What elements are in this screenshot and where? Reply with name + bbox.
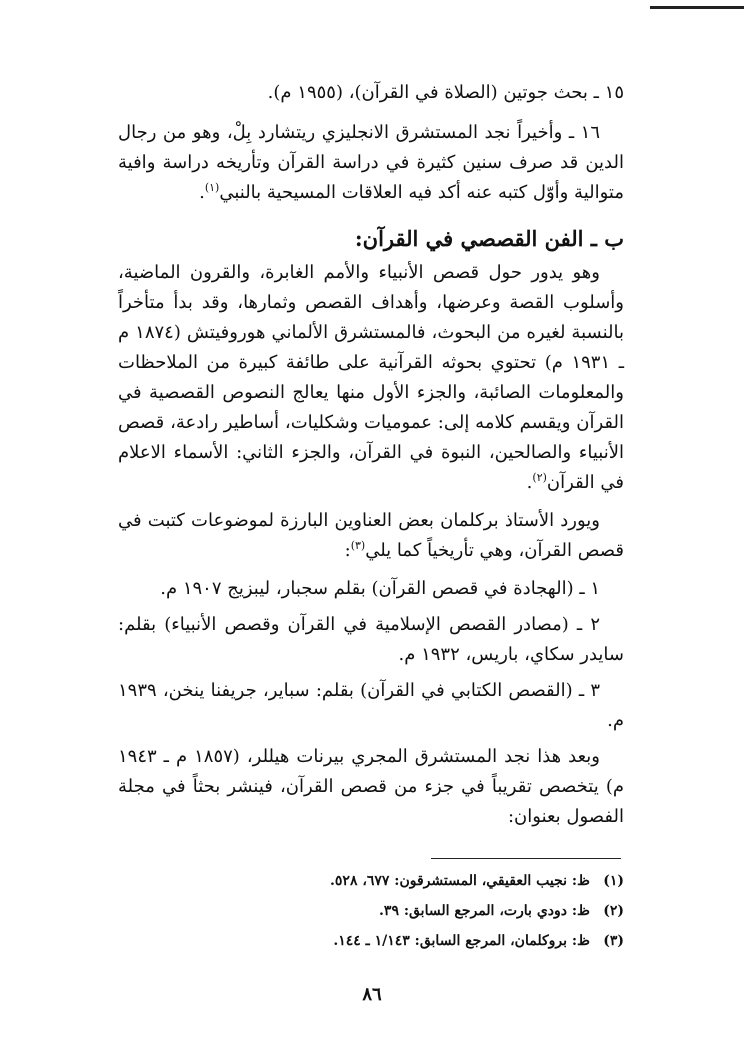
footnote-number: (١)	[603, 873, 624, 889]
list-item-16-end: .	[199, 182, 205, 203]
list-item-16	[118, 118, 624, 208]
paragraph-heller: وبعد هذا نجد المستشرق المجري بيرنات هيللر، (١٨٥٧ م ـ ١٩٤٣ م) يتخصص تقريباً في جزء من قصص القرآن، فينشر بحثاً في مجلة الفصول بعنوان:	[118, 746, 624, 827]
list-item-3: ٣ ـ (القصص الكتابي في القرآن) بقلم: سباير، جريفنا ينخن، ١٩٣٩ م.	[118, 680, 624, 731]
page-number: ٨٦	[362, 984, 382, 1005]
paragraph-narrative-art	[118, 258, 624, 498]
footnote-3	[118, 926, 624, 956]
footnote-2	[118, 896, 624, 926]
list-item-16-text: ١٦ ـ وأخيراً نجد المستشرق الانجليزي ريتشارد بِلْ، وهو من رجال الدين قد صرف سنين كثيرة في دراسة القرآن وتأريخه دراسة وافية متوالية وأوّل كتبه عنه أكد فيه العلاقات المسيحية بالنبي	[118, 122, 624, 203]
footnote-text: ظ: بروكلمان، المرجع السابق: ١/١٤٣ ـ ١٤٤.	[333, 933, 590, 949]
footnote-text: ظ: نجيب العقيقي، المستشرقون: ٦٧٧، ٥٢٨.	[330, 873, 590, 889]
paragraph-brockelmann-text: ويورد الأستاذ بركلمان بعض العناوين البارزة لموضوعات كتبت في قصص القرآن، وهي تأريخياً كما يلي	[118, 510, 624, 561]
section-heading: ب ـ الفن القصصي في القرآن:	[354, 226, 624, 251]
footnote-text: ظ: دودي بارت، المرجع السابق: ٣٩.	[379, 903, 590, 919]
footnote-ref-3[interactable]: (٣)	[350, 539, 366, 552]
list-item-1: ١ ـ (الهجادة في قصص القرآن) بقلم سجبار، ليبزيج ١٩٠٧ م.	[160, 578, 600, 599]
list-item-2: ٢ ـ (مصادر القصص الإسلامية في القرآن وقصص الأنبياء) بقلم: سايدر سكاي، باريس، ١٩٣٢ م.	[118, 614, 624, 665]
top-rule	[650, 6, 744, 9]
paragraph-brockelmann-end: :	[344, 540, 351, 561]
footnotes	[118, 866, 624, 956]
paragraph-narrative-art-end: .	[526, 472, 533, 493]
footnote-1	[118, 866, 624, 896]
footnote-ref-1[interactable]: (١)	[204, 181, 220, 194]
list-item-15	[118, 78, 624, 108]
paragraph-narrative-art-text: وهو يدور حول قصص الأنبياء والأمم الغابرة، والقرون الماضية، وأسلوب القصة وعرضها، وأهداف القصص وثمارها، وقد بدأ متأخراً بالنسبة لغيره من البحوث، فالمستشرق الألماني هوروفيتش (١٨٧٤ م ـ ١٩٣١ م) تحتوي بحوثه القرآنية على طائفة كبيرة من الملاحظات والمعلومات الصائبة، والجزء الأول منها يعالج النصوص القصصية في القرآن ويقسم كلامه إلى: عموميات وشكليات، أساطير رادعة، قصص الأنبياء والصالحين، النبوة في القرآن، والجزء الثاني: الأسماء الاعلام في القرآن	[118, 262, 624, 493]
footnote-number: (٢)	[603, 903, 624, 919]
footnote-ref-2[interactable]: (٢)	[532, 471, 547, 484]
footnote-separator	[431, 858, 621, 859]
footnote-number: (٣)	[603, 933, 624, 949]
paragraph-brockelmann	[118, 506, 624, 566]
list-item-15-text: ١٥ ـ بحث جوتين (الصلاة في القرآن)، (١٩٥٥ م).	[267, 82, 624, 103]
page-body	[118, 78, 624, 832]
